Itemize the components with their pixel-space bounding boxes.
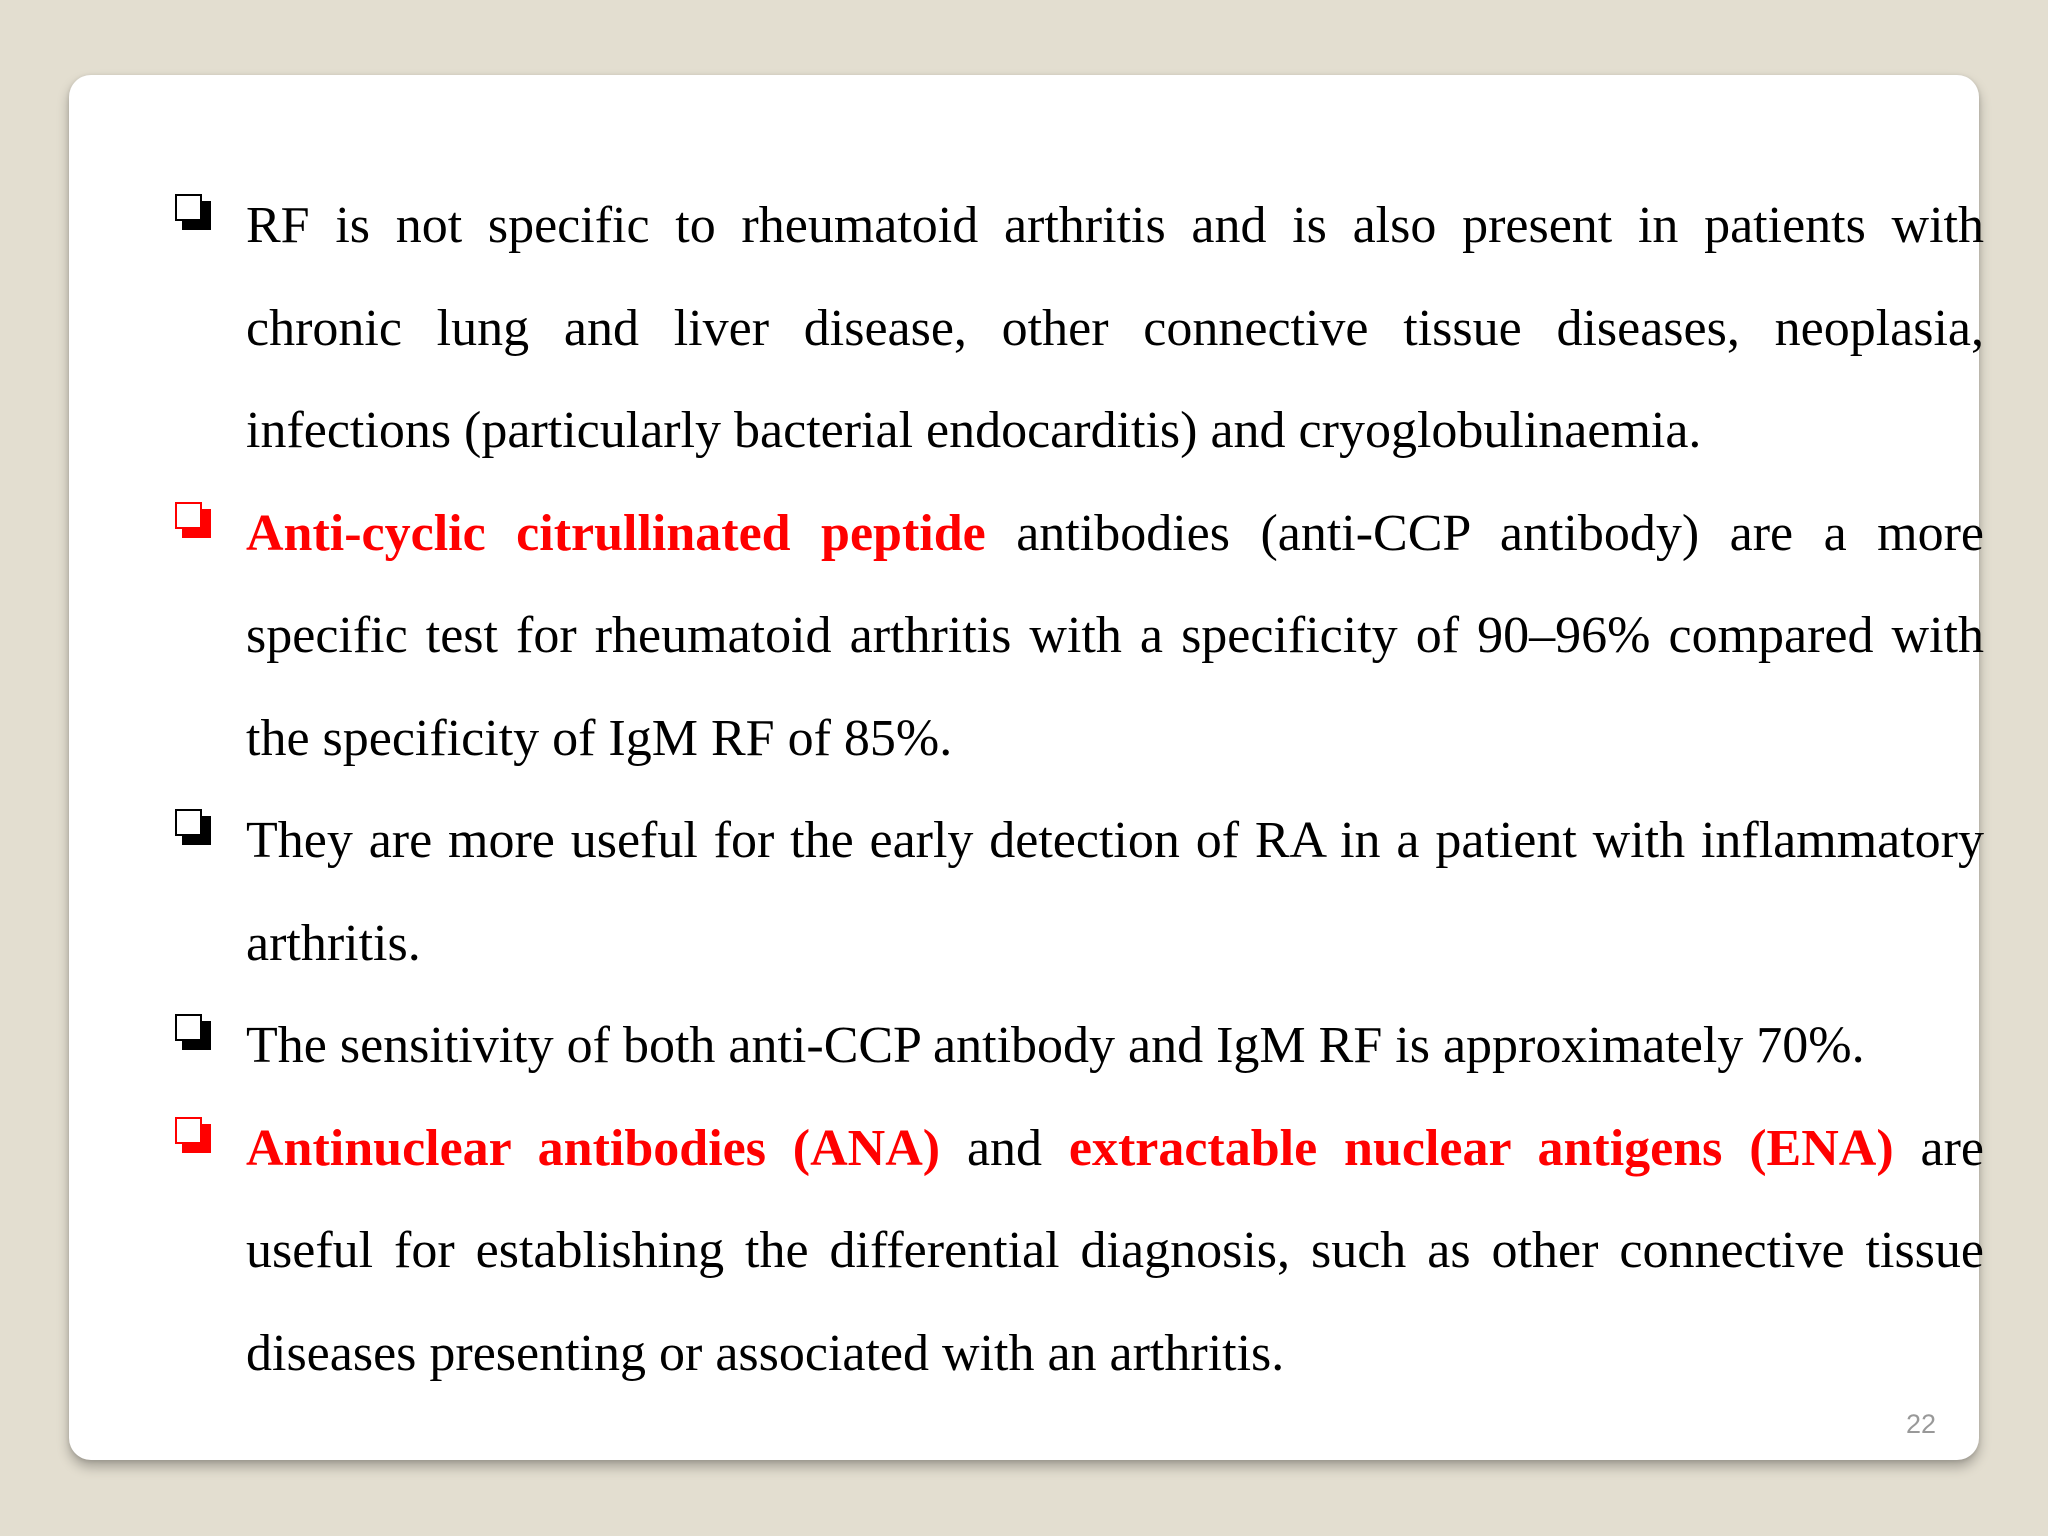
highlight-term-ana: Antinuclear antibodies (ANA) (246, 1119, 941, 1177)
highlight-term-ena: extractable nuclear antigens (ENA) (1068, 1119, 1894, 1177)
square-checkbox-icon (175, 194, 212, 231)
bullet-text: RF is not specific to rheumatoid arthritis and is also present in patients with chronic lung and liver disease, other connective tissue diseases, neoplasia, infections (particularly bacterial endocarditis) and cryoglobulinaemia. (246, 197, 1984, 459)
square-checkbox-icon (175, 502, 212, 539)
bullet-ana-ena (175, 1098, 1984, 1406)
bullet-text: are useful for establishing the differential diagnosis, such as other connective tissue diseases presenting or associated with an arthritis. (246, 1119, 1984, 1382)
slide (69, 75, 1984, 1460)
page-number: 22 (1905, 1409, 1936, 1439)
square-checkbox-icon (175, 1014, 212, 1051)
bullet-text: They are more useful for the early detection of RA in a patient with inflammatory arthritis. (246, 812, 1984, 972)
square-checkbox-icon (175, 809, 212, 846)
square-checkbox-icon (175, 1117, 212, 1154)
bullet-text: The sensitivity of both anti-CCP antibody and IgM RF is approximately 70%. (246, 1017, 1865, 1074)
bullet-rf-specificity (175, 175, 1984, 483)
bullet-text: antibodies (anti-CCP antibody) are a more specific test for rheumatoid arthritis with a specificity of 90–96% compared with the specificity of IgM RF of 85%. (246, 504, 1984, 767)
bullet-sensitivity (175, 995, 1984, 1098)
bullet-early-detection (175, 790, 1984, 995)
connector-text: and (940, 1119, 1069, 1177)
bullet-anti-ccp (175, 483, 1984, 791)
highlight-term: Anti-cyclic citrullinated peptide (246, 504, 986, 562)
bullet-list (175, 175, 1984, 1405)
